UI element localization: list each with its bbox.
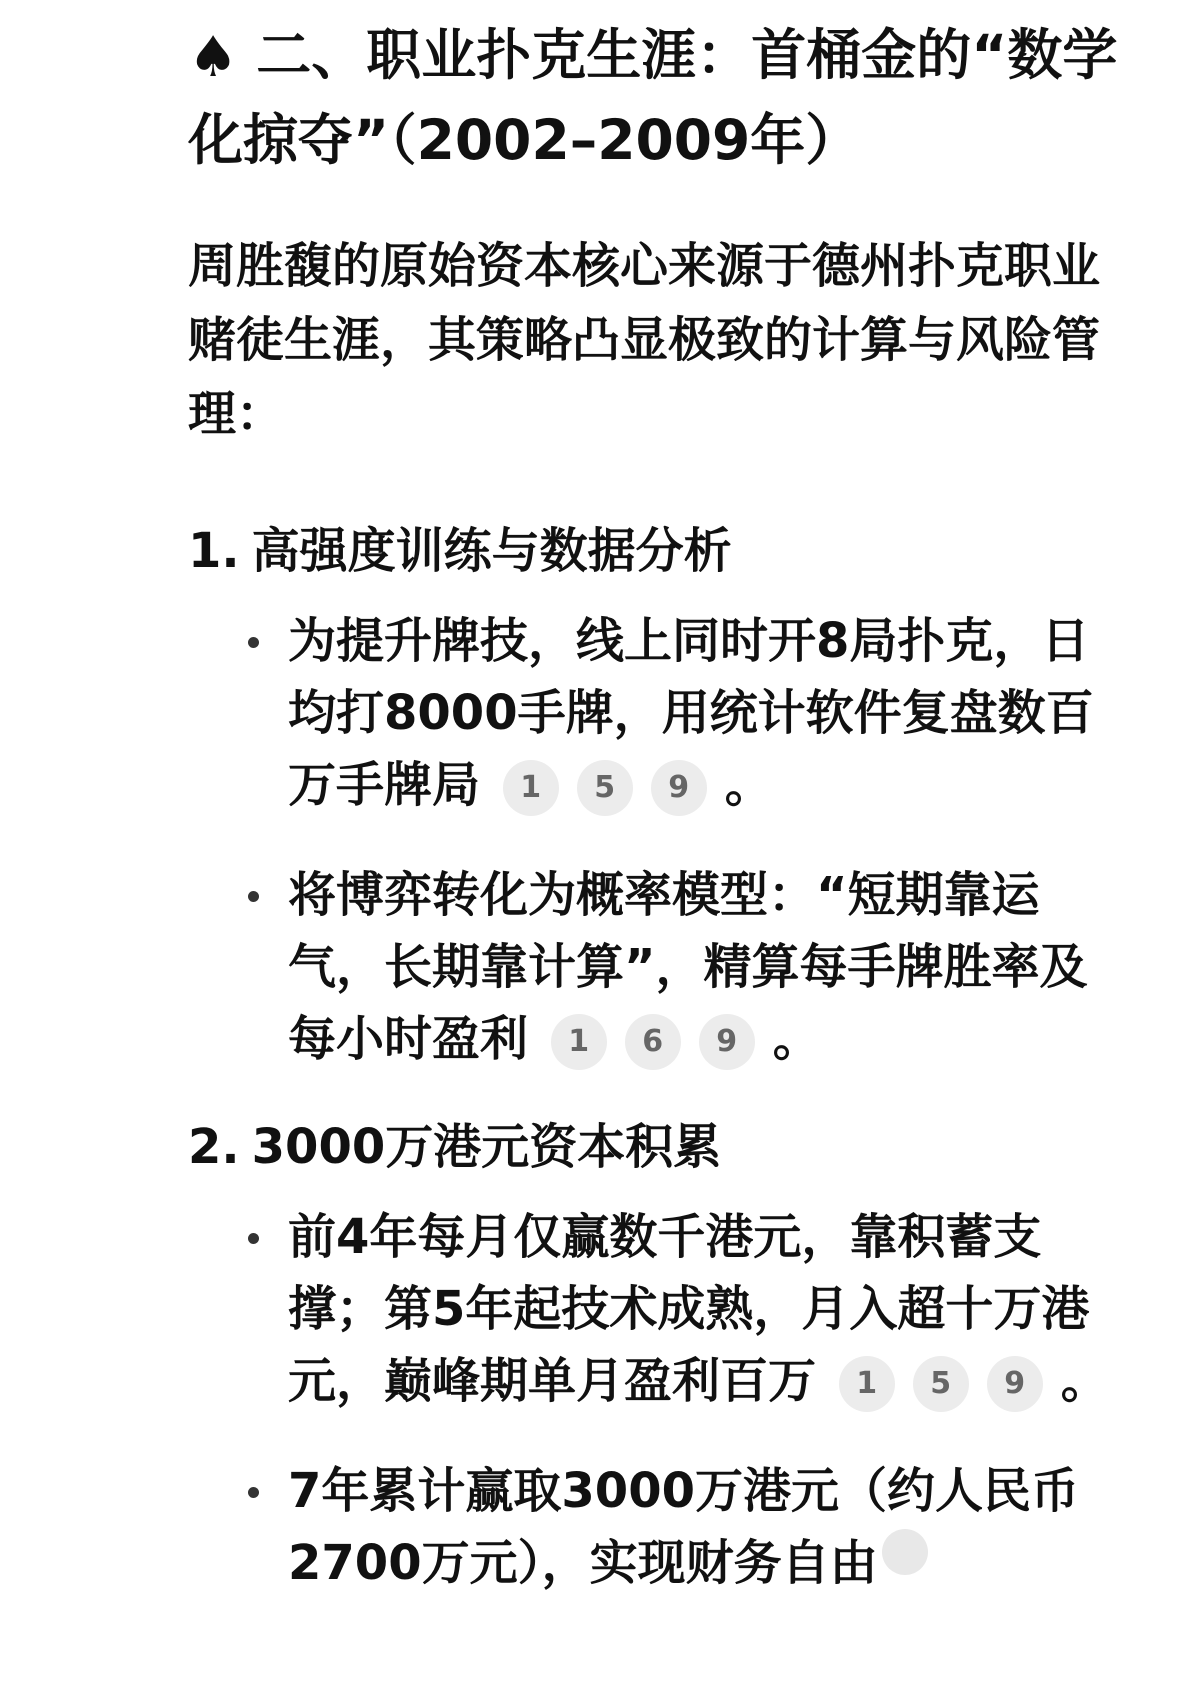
article-content bbox=[188, 14, 1128, 1637]
bullet-text: 将博弈转化为概率模型：“短期靠运气，长期靠计算”，精算每手牌胜率及每小时盈利 bbox=[288, 867, 1088, 1067]
subsection-title-text: 3000万港元资本积累 bbox=[251, 1119, 722, 1175]
spade-icon: ♠ bbox=[188, 25, 239, 90]
citation-badge[interactable]: 6 bbox=[625, 1014, 681, 1070]
citation-badge[interactable]: 9 bbox=[699, 1014, 755, 1070]
bullet-dot bbox=[248, 637, 259, 648]
citation-badge[interactable]: 5 bbox=[577, 760, 633, 816]
subsection-title-text: 高强度训练与数据分析 bbox=[251, 523, 732, 579]
sentence-end: 。 bbox=[724, 757, 773, 813]
bullet-text: 为提升牌技，线上同时开8局扑克，日均打8000手牌，用统计软件复盘数百万手牌局 bbox=[288, 613, 1094, 813]
bullet-dot bbox=[248, 1233, 259, 1244]
bullet-dot bbox=[248, 1487, 259, 1498]
subsection-number: 1. bbox=[188, 523, 240, 579]
sentence-end: 。 bbox=[1060, 1353, 1109, 1409]
bullet-list-2 bbox=[188, 1201, 1128, 1599]
bullet-dot bbox=[248, 891, 259, 902]
heading-text: 二、职业扑克生涯：首桶金的“数学化掠夺”（2002–2009年） bbox=[188, 23, 1118, 172]
section-heading bbox=[188, 14, 1128, 181]
citation-badge[interactable]: 5 bbox=[913, 1356, 969, 1412]
citation-badge[interactable]: 1 bbox=[551, 1014, 607, 1070]
subsection-title-2 bbox=[188, 1113, 1128, 1181]
list-item bbox=[188, 1201, 1128, 1417]
intro-paragraph: 周胜馥的原始资本核心来源于德州扑克职业赌徒生涯，其策略凸显极致的计算与风险管理： bbox=[188, 238, 1101, 442]
citation-badge-partial[interactable] bbox=[882, 1529, 928, 1575]
list-item bbox=[188, 859, 1128, 1075]
sentence-end: 。 bbox=[772, 1011, 821, 1067]
list-item bbox=[188, 1455, 1128, 1599]
bullet-text: 7年累计赢取3000万港元（约人民币2700万元），实现财务自由 bbox=[288, 1463, 1079, 1591]
list-item bbox=[188, 605, 1128, 821]
bullet-text: 前4年每月仅赢数千港元，靠积蓄支撑；第5年起技术成熟，月入超十万港元，巅峰期单月盈利百万 bbox=[288, 1209, 1090, 1409]
citation-badge[interactable]: 9 bbox=[651, 760, 707, 816]
citation-badge[interactable]: 1 bbox=[503, 760, 559, 816]
bullet-list-1 bbox=[188, 605, 1128, 1075]
citation-badge[interactable]: 1 bbox=[839, 1356, 895, 1412]
subsection-title-1 bbox=[188, 517, 1128, 585]
subsection-number: 2. bbox=[188, 1119, 240, 1175]
citation-badge[interactable]: 9 bbox=[987, 1356, 1043, 1412]
